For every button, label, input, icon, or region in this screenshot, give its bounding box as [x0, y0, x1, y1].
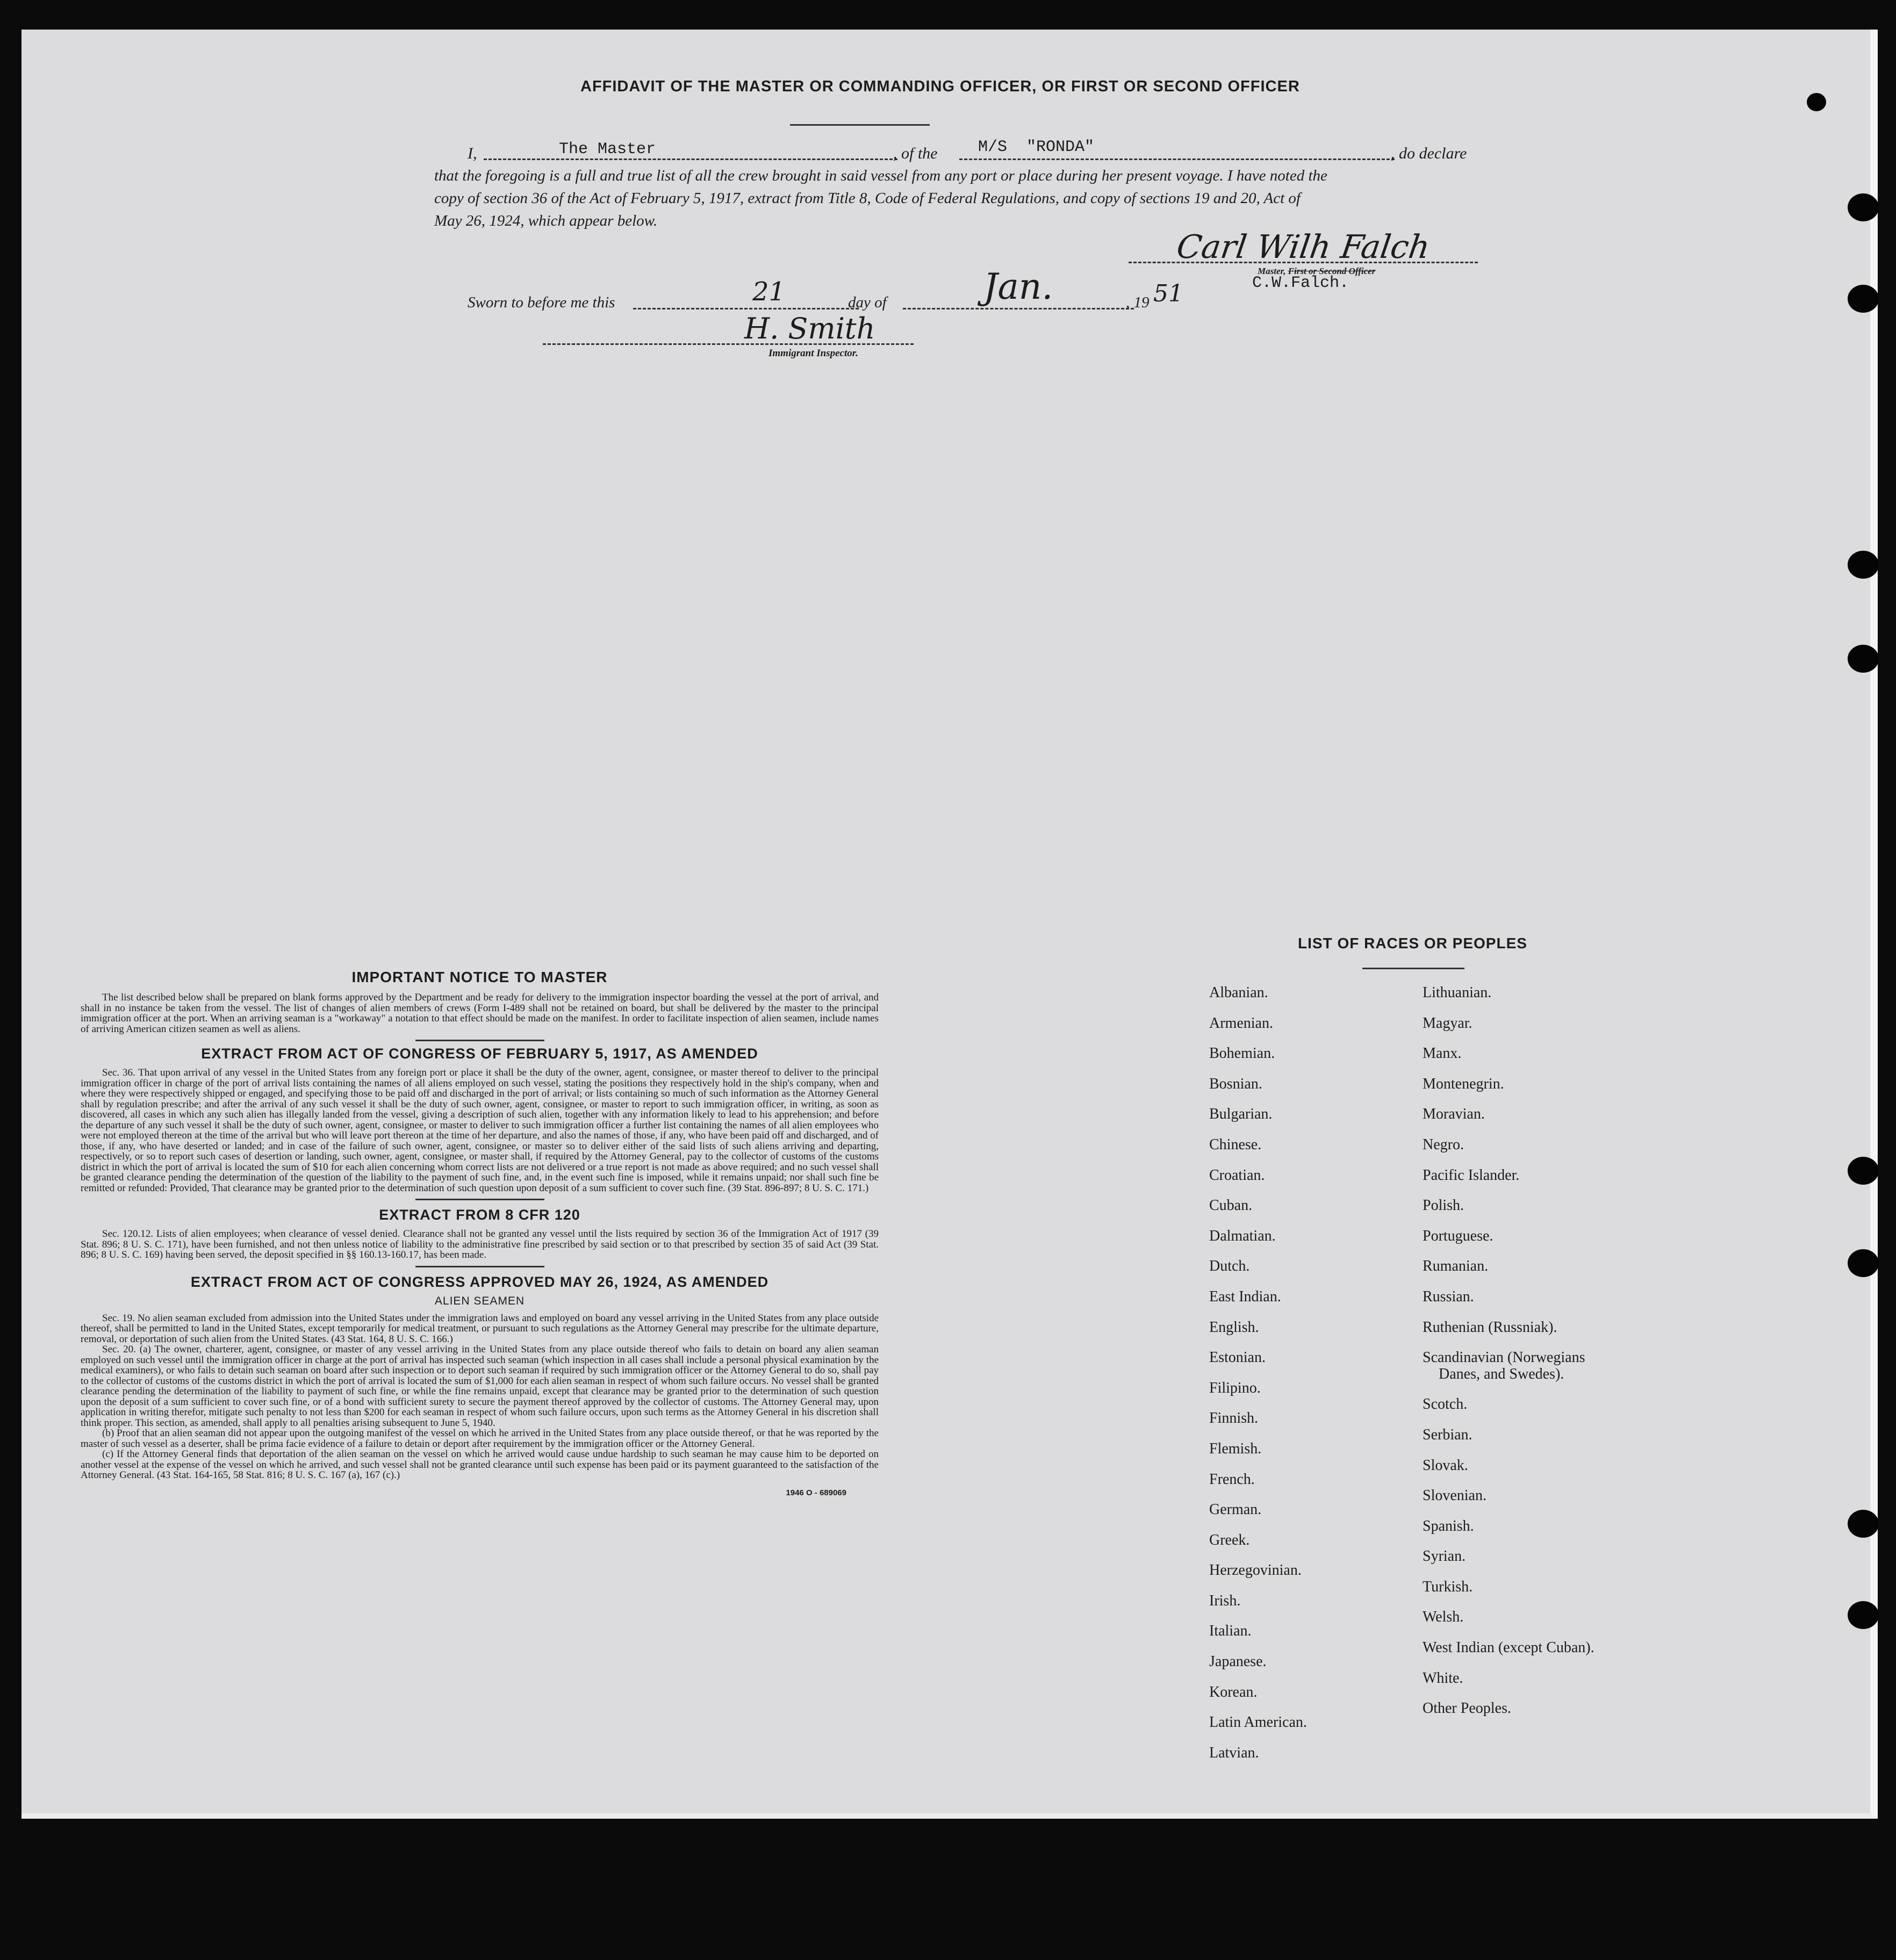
- race-item: White.: [1423, 1669, 1463, 1687]
- race-item: Rumanian.: [1423, 1258, 1489, 1275]
- race-item: Armenian.: [1209, 1014, 1273, 1032]
- divider: [415, 1040, 544, 1041]
- year-prefix: , 19: [1126, 294, 1150, 311]
- inspector-signature: H. Smith: [744, 312, 875, 345]
- race-item: Montenegrin.: [1423, 1075, 1504, 1092]
- race-item: Herzegovinian.: [1209, 1562, 1302, 1579]
- race-item: Italian.: [1209, 1623, 1252, 1640]
- race-item: Latvian.: [1209, 1744, 1259, 1761]
- struck-officer-title: First or Second Officer: [1288, 266, 1376, 276]
- sec20b-text: (b) Proof that an alien seaman did not appear upon the outgoing manifest of the vessel on which he arrived in the United States from any place outside thereof, or that he was reported by the master of such vessel as a deserter, shall be prima facie evidence of a failure to detain or deport after requirement by the immigration officer or the Attorney General.: [81, 1428, 879, 1450]
- print-code: 1946 O - 689069: [786, 1488, 846, 1497]
- master-title-label: Master,: [1258, 266, 1286, 276]
- race-item: Bohemian.: [1209, 1045, 1275, 1062]
- sworn-day-line: [633, 308, 859, 309]
- race-item: Manx.: [1423, 1045, 1462, 1062]
- sec20a-text: Sec. 20. (a) The owner, charterer, agent, consignee, or master of any vessel arriving in the United States from any place outside thereof who fails to detain on board any alien seaman employed on such vessel until the immigration officer in charge at the port of arrival has inspected such seaman (which inspection in all cases shall include a personal physical examination by the medical examiners), or who fails to detain such seaman on board after such inspection or to deport such seaman if required by such immigration officer or the Attorney General to do so, shall pay to the collector of customs of the customs district in which the port of arrival is located the sum of $1,000 for each alien seaman in respect of whom such failure occurs. No vessel shall be granted clearance pending the determination of the liability to payment of such fine, or while the fine remains unpaid, except that clearance may be granted prior to the determination of such question upon the deposit of a sum sufficient to cover such fine, or of a bond with sufficient surety to secure the payment thereof approved by the collector of customs. The Attorney General may, upon application in writing therefor, mitigate such penalty to not less than $200 for each seaman in respect of whom such failure occurs, upon such terms as the Attorney General in his discretion shall think proper. This section, as amended, shall apply to all penalties arising subsequent to June 5, 1940.: [81, 1344, 879, 1429]
- race-item: Korean.: [1209, 1683, 1258, 1700]
- affidavit-line-3: May 26, 1924, which appear below.: [434, 212, 658, 229]
- races-column-2: [1423, 984, 1595, 1731]
- inspector-line: [543, 343, 914, 345]
- race-item: Dalmatian.: [1209, 1227, 1276, 1244]
- do-declare-label: , do declare: [1391, 145, 1467, 162]
- race-item: Flemish.: [1209, 1440, 1262, 1457]
- legal-column: [81, 969, 879, 1497]
- race-item: Chinese.: [1209, 1136, 1262, 1153]
- punch-hole: [1848, 1510, 1879, 1538]
- race-item: Other Peoples.: [1423, 1700, 1511, 1717]
- race-item: Slovenian.: [1423, 1487, 1486, 1504]
- race-item: Magyar.: [1423, 1014, 1473, 1032]
- affidavit-line-1: that the foregoing is a full and true list of all the crew brought in said vessel from any port or place during her present voyage. I have noted the: [434, 167, 1327, 184]
- declarant-name: The Master: [559, 140, 656, 158]
- extract-cfr-text: Sec. 120.12. Lists of alien employees; when clearance of vessel denied. Clearance shall not be granted any vessel until the lists required by section 36 of the Immigration Act of 1917 (39 Stat. 896; 8 U. S. C. 171), have been furnished, and not then unless notice of liability to the administrative fine prescribed by said section or to that prescribed by section 35 of said Act (39 Stat. 896; 8 U. S. C. 169) having been served, the deposit specified in §§ 160.13-160.17, has been made.: [81, 1228, 879, 1260]
- divider: [415, 1266, 544, 1267]
- sworn-day: 21: [752, 277, 786, 307]
- race-item: Estonian.: [1209, 1349, 1266, 1366]
- race-item: Croatian.: [1209, 1166, 1265, 1184]
- declarant-line: [484, 158, 897, 160]
- race-item: English.: [1209, 1318, 1259, 1336]
- race-item: Moravian.: [1423, 1106, 1485, 1123]
- vessel-line: [959, 158, 1395, 160]
- notice-text: The list described below shall be prepared on blank forms approved by the Department and be ready for delivery to the immigration inspector boarding the vessel at the port of arrival, and shall in no instance be taken from the vessel. The list of changes of alien members of crews (Form I-489 shall not be retained on board, but shall be delivered by the master to the principal immigration officer at the port. When an arriving seaman is a "workaway" a notation to that effect should be made on the manifest. In order to facilitate inspection of alien seamen, include names of arriving American citizen seamen as well as aliens.: [81, 992, 879, 1035]
- race-item: Slovak.: [1423, 1457, 1468, 1474]
- affidavit-line-2: copy of section 36 of the Act of February 5, 1917, extract from Title 8, Code of Federal Regulations, and copy of sections 19 and 20, Act of: [434, 190, 1301, 207]
- sec19-text: Sec. 19. No alien seaman excluded from admission into the United States under the immigration laws and employed on board any vessel arriving in the United States from any place outside thereof, shall be permitted to land in the United States, except temporarily for medical treatment, or pursuant to such regulations as the Attorney General may prescribe for the ultimate departure, removal, or deportation of such alien from the United States. (43 Stat. 164, 8 U. S. C. 166.): [81, 1312, 879, 1345]
- race-item: Japanese.: [1209, 1653, 1267, 1670]
- of-the-label: , of the: [893, 145, 938, 162]
- race-item: Polish.: [1423, 1197, 1464, 1214]
- race-item: Bosnian.: [1209, 1075, 1262, 1092]
- heading-rule: [790, 124, 930, 126]
- race-item: Cuban.: [1209, 1197, 1253, 1214]
- race-item: Greek.: [1209, 1531, 1250, 1548]
- punch-hole: [1848, 285, 1879, 313]
- punch-hole: [1848, 1157, 1879, 1185]
- master-signature-line: [1129, 262, 1478, 263]
- punch-hole: [1848, 1249, 1879, 1277]
- extract-1924-heading: EXTRACT FROM ACT OF CONGRESS APPROVED MAY 26, 1924, AS AMENDED: [190, 1273, 769, 1290]
- race-item: West Indian (except Cuban).: [1423, 1639, 1595, 1656]
- punch-hole: [1848, 193, 1879, 221]
- year-suffix: 51: [1153, 280, 1183, 307]
- master-signature: Carl Wilh Falch: [1174, 228, 1433, 266]
- punch-hole: [1807, 93, 1826, 111]
- race-item: Portuguese.: [1423, 1227, 1493, 1244]
- vessel-name: M/S "RONDA": [978, 138, 1095, 156]
- prefix-i: I,: [468, 145, 477, 162]
- races-heading-rule: [1362, 968, 1464, 969]
- extract-cfr-heading: EXTRACT FROM 8 CFR 120: [379, 1207, 580, 1223]
- form-page: [21, 30, 1878, 1819]
- sec20c-text: (c) If the Attorney General finds that deportation of the alien seaman on the vessel on which he arrived would cause undue hardship to such seaman he may cause him to be deported on another vessel at the expense of the vessel on which he arrived, and such vessel shall not be granted clearance until such expense has been paid or its payment guaranteed to the satisfaction of the Attorney General. (43 Stat. 164-165, 58 Stat. 816; 8 U. S. C. 167 (a), 167 (c).): [81, 1449, 879, 1481]
- alien-seamen-subheading: ALIEN SEAMEN: [434, 1294, 525, 1307]
- sworn-month-line: [903, 308, 1134, 309]
- race-item: Scotch.: [1423, 1396, 1468, 1413]
- race-item: Scandinavian (Norwegians: [1423, 1349, 1585, 1366]
- race-item: Spanish.: [1423, 1517, 1474, 1534]
- race-item: Serbian.: [1423, 1426, 1473, 1443]
- sworn-label: Sworn to before me this: [468, 294, 615, 311]
- race-item: Welsh.: [1423, 1609, 1464, 1626]
- race-item: Ruthenian (Russniak).: [1423, 1318, 1557, 1336]
- sworn-month: Jan.: [983, 266, 1053, 307]
- punch-hole: [1848, 1601, 1879, 1629]
- race-item: Filipino.: [1209, 1379, 1261, 1396]
- notice-heading: IMPORTANT NOTICE TO MASTER: [351, 969, 608, 985]
- race-item: Pacific Islander.: [1423, 1166, 1520, 1184]
- race-item: Danes, and Swedes).: [1439, 1365, 1564, 1382]
- race-item: French.: [1209, 1471, 1255, 1488]
- race-item: Bulgarian.: [1209, 1106, 1273, 1123]
- race-item: Dutch.: [1209, 1258, 1250, 1275]
- race-item: Lithuanian.: [1423, 984, 1492, 1001]
- inspector-title: Immigrant Inspector.: [769, 348, 858, 359]
- races-heading: LIST OF RACES OR PEOPLES: [1298, 935, 1527, 952]
- race-item: German.: [1209, 1501, 1262, 1518]
- extract-1917-heading: EXTRACT FROM ACT OF CONGRESS OF FEBRUARY 5, 1917, AS AMENDED: [201, 1046, 758, 1062]
- punch-hole: [1848, 551, 1879, 579]
- race-item: Negro.: [1423, 1136, 1464, 1153]
- divider: [415, 1199, 544, 1200]
- race-item: Russian.: [1423, 1288, 1474, 1305]
- race-item: Albanian.: [1209, 984, 1268, 1001]
- race-item: Irish.: [1209, 1592, 1241, 1609]
- races-column-1: [1209, 984, 1307, 1775]
- master-typed-name: C.W.Falch.: [1252, 274, 1349, 292]
- punch-hole: [1848, 645, 1879, 673]
- race-item: Turkish.: [1423, 1578, 1473, 1595]
- race-item: East Indian.: [1209, 1288, 1281, 1305]
- race-item: Syrian.: [1423, 1548, 1466, 1565]
- day-of-label: day of: [848, 294, 887, 311]
- race-item: Latin American.: [1209, 1714, 1307, 1731]
- affidavit-heading: AFFIDAVIT OF THE MASTER OR COMMANDING OFFICER, OR FIRST OR SECOND OFFICER: [580, 78, 1300, 95]
- race-item: Finnish.: [1209, 1410, 1259, 1427]
- extract-1917-text: Sec. 36. That upon arrival of any vessel in the United States from any foreign port or place it shall be the duty of the owner, agent, consignee, or master thereof to deliver to the principal immigration officer in charge of the port of arrival lists containing the names of all aliens employed on such vessel, stating the positions they respectively hold in the ship's company, when and where they were respectively shipped or engaged, and specifying those to be paid off and discharged in the port of arrival; or lists containing so much of such information as the Attorney General shall by regulation prescribe; and after the arrival of any such vessel it shall be the duty of such owner, agent, consignee, or master to report to such immigration officer, in writing, as soon as discovered, all cases in which any such alien has illegally landed from the vessel, giving a description of such alien, together with any information likely to lead to his apprehension; and before the departure of any such vessel it shall be the duty of such owner, agent, consignee, or master to deliver to such immigration officer a further list containing the names of all alien employees who were not employed thereon at the time of the arrival but who will leave port thereon at the time of her departure, and also the names of those, if any, who have been paid off and discharged, and of those, if any, who have deserted or landed; and in case of the failure of such owner, agent, consignee, or master so to deliver either of the said lists of such aliens arriving and departing, respectively, or so to report such cases of desertion or landing, such owner, agent, consignee, or master shall, if required by the Attorney General, pay to the collector of customs of the customs district in which the port of arrival is located the sum of $10 for each alien concerning whom correct lists are not delivered or a true report is not made as above required; and no such vessel shall be granted clearance pending the determination of the question of the liability to the payment of such fine, and, in the event such fine is imposed, while it remains unpaid; nor shall such fine be remitted or refunded: Provided, That clearance may be granted prior to the determination of such question upon deposit of a sum sufficient to cover such fine. (39 Stat. 896-897; 8 U. S. C. 171.): [81, 1067, 879, 1194]
